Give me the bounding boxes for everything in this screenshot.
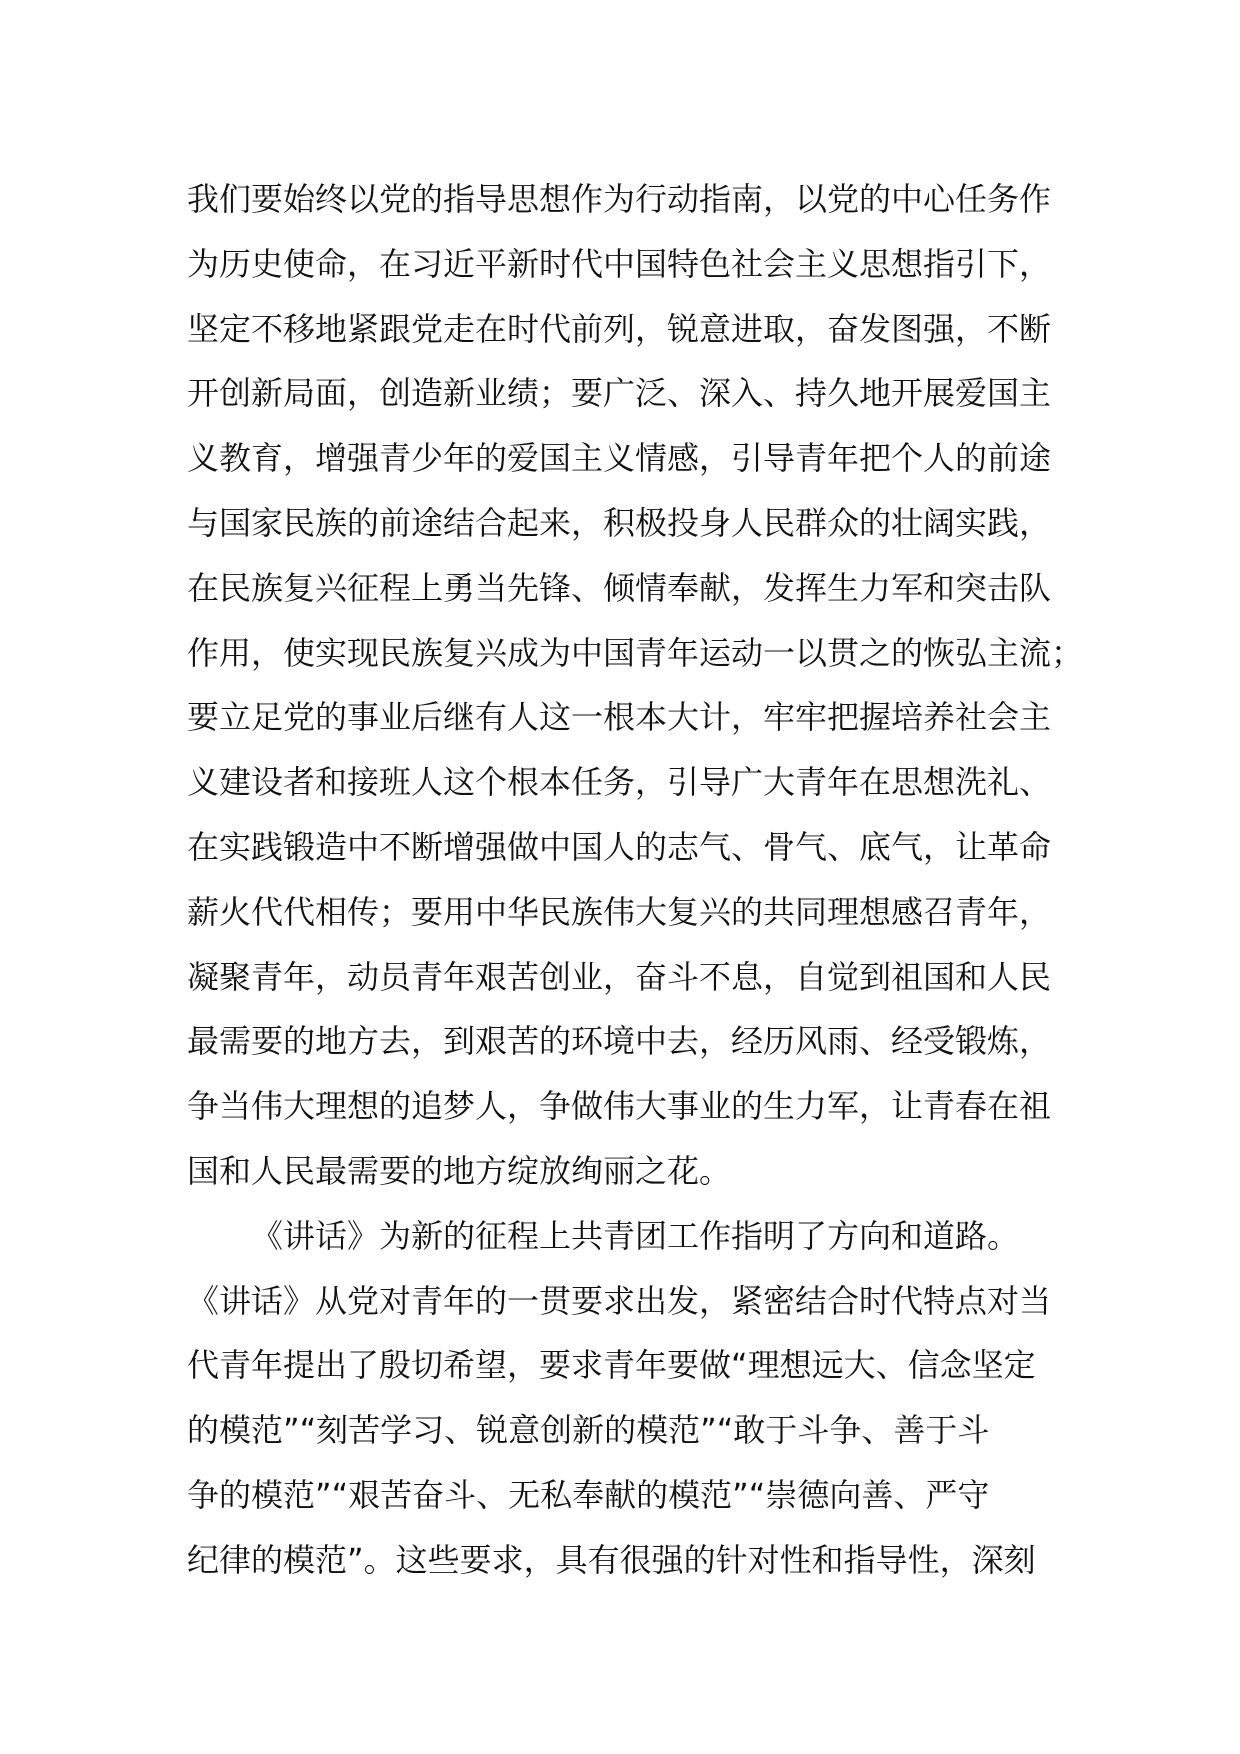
text-line: 义教育，增强青少年的爱国主义情感，引导青年把个人的前途: [187, 439, 1052, 478]
text-line: 开创新局面，创造新业绩；要广泛、深入、持久地开展爱国主: [187, 374, 1052, 413]
text-line: 我们要始终以党的指导思想作为行动指南，以党的中心任务作: [187, 180, 1052, 218]
text-line: 坚定不移地紧跟党走在时代前列，锐意进取，奋发图强，不断: [187, 309, 1052, 348]
text-line: 国和人民最需要的地方绽放绚丽之花。: [187, 1151, 732, 1190]
text-line: 的模范”“刻苦学习、锐意创新的模范”“敢于斗争、善于斗: [187, 1411, 990, 1450]
text-line: 纪律的模范”。这些要求，具有很强的针对性和指导性，深刻: [187, 1540, 1036, 1579]
text-line: 义建设者和接班人这个根本任务，引导广大青年在思想洗礼、: [187, 763, 1052, 802]
text-line-indented: 《讲话》为新的征程上共青团工作指明了方向和道路。: [251, 1216, 1020, 1255]
text-line: 争当伟大理想的追梦人，争做伟大事业的生力军，让青春在祖: [187, 1087, 1052, 1126]
paragraph-1: [187, 167, 1087, 1204]
text-line: 要立足党的事业后继有人这一根本大计，牢牢把握培养社会主: [187, 698, 1052, 737]
text-line: 《讲话》从党对青年的一贯要求出发，紧密结合时代特点对当: [187, 1281, 1052, 1320]
text-line: 在实践锻造中不断增强做中国人的志气、骨气、底气，让革命: [187, 827, 1052, 866]
text-line: 最需要的地方去，到艰苦的环境中去，经历风雨、经受锻炼，: [187, 1022, 1052, 1061]
text-line: 薪火代代相传；要用中华民族伟大复兴的共同理想感召青年，: [187, 892, 1052, 931]
paragraph-2: [187, 1204, 1087, 1593]
text-line: 在民族复兴征程上勇当先锋、倾情奉献，发挥生力军和突击队: [187, 568, 1052, 607]
text-line: 凝聚青年，动员青年艰苦创业，奋斗不息，自觉到祖国和人民: [187, 957, 1052, 996]
text-line: 代青年提出了殷切希望，要求青年要做“理想远大、信念坚定: [187, 1346, 1036, 1385]
text-line: 为历史使命，在习近平新时代中国特色社会主义思想指引下，: [187, 244, 1052, 283]
text-line: 作用，使实现民族复兴成为中国青年运动一以贯之的恢弘主流；: [187, 633, 1084, 672]
text-line: 争的模范”“艰苦奋斗、无私奉献的模范”“崇德向善、严守: [187, 1475, 990, 1514]
body-text: [187, 167, 1087, 1593]
text-line: 与国家民族的前途结合起来，积极投身人民群众的壮阔实践，: [187, 503, 1052, 542]
